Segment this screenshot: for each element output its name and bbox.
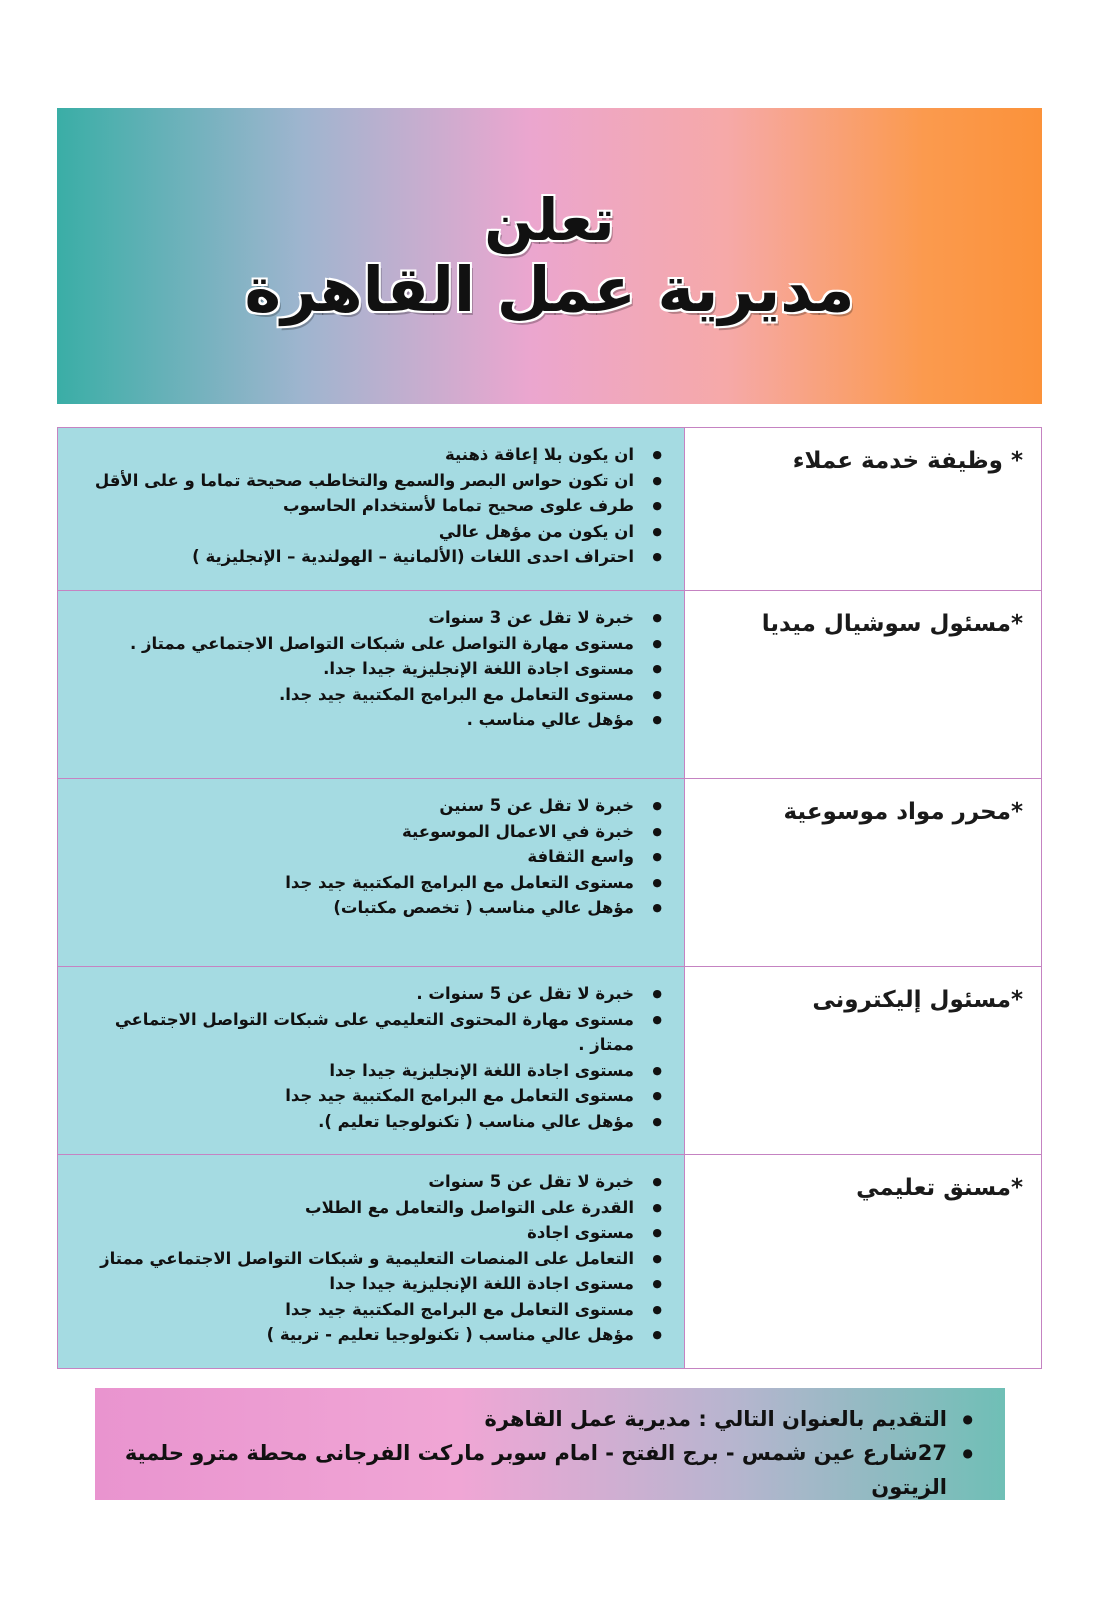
requirement-item: ● مستوى اجادة اللغة الإنجليزية جيدا جدا. bbox=[78, 656, 634, 682]
job-requirements bbox=[58, 967, 685, 1155]
requirement-item: ● مؤهل عالي مناسب ( تخصص مكتبات) bbox=[78, 895, 634, 921]
requirements-list bbox=[78, 442, 664, 570]
requirement-item: ● مستوى مهارة المحتوى التعليمي على شبكات التواصل الاجتماعي ممتاز . bbox=[78, 1007, 634, 1058]
job-requirements bbox=[58, 779, 685, 967]
street-address: ● 27شارع عين شمس - برج الفتح - امام سوبر ماركت الفرجانى محطة مترو حلمية الزيتون bbox=[95, 1436, 947, 1504]
job-row bbox=[58, 1155, 1042, 1369]
requirements-list bbox=[78, 981, 664, 1134]
job-title: *مسئول سوشيال ميديا bbox=[685, 591, 1042, 779]
announcement-title: تعلن bbox=[484, 186, 615, 254]
requirement-item: ● مستوى التعامل مع البرامج المكتبية جيد جدا. bbox=[78, 682, 634, 708]
job-row bbox=[58, 779, 1042, 967]
job-requirements bbox=[58, 428, 685, 591]
requirement-item: ● مستوى مهارة التواصل على شبكات التواصل الاجتماعي ممتاز . bbox=[78, 631, 634, 657]
job-row bbox=[58, 428, 1042, 591]
requirement-item: ● مستوى التعامل مع البرامج المكتبية جيد جدا bbox=[78, 870, 634, 896]
requirement-item: ● طرف علوى صحيح تماما لأستخدام الحاسوب bbox=[78, 493, 634, 519]
requirements-list bbox=[78, 793, 664, 921]
requirement-item: ● احتراف احدى اللغات (الألمانية – الهولندية – الإنجليزية ) bbox=[78, 544, 634, 570]
job-title: *محرر مواد موسوعية bbox=[685, 779, 1042, 967]
job-row bbox=[58, 591, 1042, 779]
requirements-list bbox=[78, 1169, 664, 1348]
job-title: * وظيفة خدمة عملاء bbox=[685, 428, 1042, 591]
requirement-item: ● القدرة على التواصل والتعامل مع الطلاب bbox=[78, 1195, 634, 1221]
requirement-item: ● مستوى اجادة اللغة الإنجليزية جيدا جدا bbox=[78, 1058, 634, 1084]
application-address-box bbox=[95, 1388, 1005, 1500]
requirement-item: ● مستوى التعامل مع البرامج المكتبية جيد جدا bbox=[78, 1297, 634, 1323]
jobs-table bbox=[57, 427, 1042, 1369]
requirement-item: ● مستوى اجادة اللغة الإنجليزية جيدا جدا bbox=[78, 1271, 634, 1297]
job-row bbox=[58, 967, 1042, 1155]
requirement-item: ● مؤهل عالي مناسب ( تكنولوجيا تعليم ). bbox=[78, 1109, 634, 1135]
requirement-item: ● ان يكون بلا إعاقة ذهنية bbox=[78, 442, 634, 468]
job-title: *مسنق تعليمي bbox=[685, 1155, 1042, 1369]
application-instruction: ● التقديم بالعنوان التالي : مديرية عمل القاهرة bbox=[95, 1402, 947, 1436]
requirement-item: ● خبرة في الاعمال الموسوعية bbox=[78, 819, 634, 845]
requirement-item: ● مؤهل عالي مناسب ( تكنولوجيا تعليم - تربية ) bbox=[78, 1322, 634, 1348]
job-requirements bbox=[58, 591, 685, 779]
requirement-item: ● خبرة لا تقل عن 3 سنوات bbox=[78, 605, 634, 631]
requirement-item: ● مستوى التعامل مع البرامج المكتبية جيد جدا bbox=[78, 1083, 634, 1109]
address-list bbox=[95, 1402, 977, 1504]
requirement-item: ● خبرة لا تقل عن 5 سنوات . bbox=[78, 981, 634, 1007]
requirement-item: ● واسع الثقافة bbox=[78, 844, 634, 870]
organization-name: مديرية عمل القاهرة bbox=[244, 252, 855, 326]
requirements-list bbox=[78, 605, 664, 733]
requirement-item: ● التعامل على المنصات التعليمية و شبكات التواصل الاجتماعي ممتاز bbox=[78, 1246, 634, 1272]
header-banner bbox=[57, 108, 1042, 404]
requirement-item: ● ان يكون من مؤهل عالي bbox=[78, 519, 634, 545]
job-title: *مسئول إليكترونى bbox=[685, 967, 1042, 1155]
requirement-item: ● خبرة لا تقل عن 5 سنوات bbox=[78, 1169, 634, 1195]
requirement-item: ● ان تكون حواس البصر والسمع والتخاطب صحيحة تماما و على الأقل bbox=[78, 468, 634, 494]
requirement-item: ● مؤهل عالي مناسب . bbox=[78, 707, 634, 733]
job-requirements bbox=[58, 1155, 685, 1369]
requirement-item: ● خبرة لا تقل عن 5 سنين bbox=[78, 793, 634, 819]
requirement-item: ● مستوى اجادة bbox=[78, 1220, 634, 1246]
